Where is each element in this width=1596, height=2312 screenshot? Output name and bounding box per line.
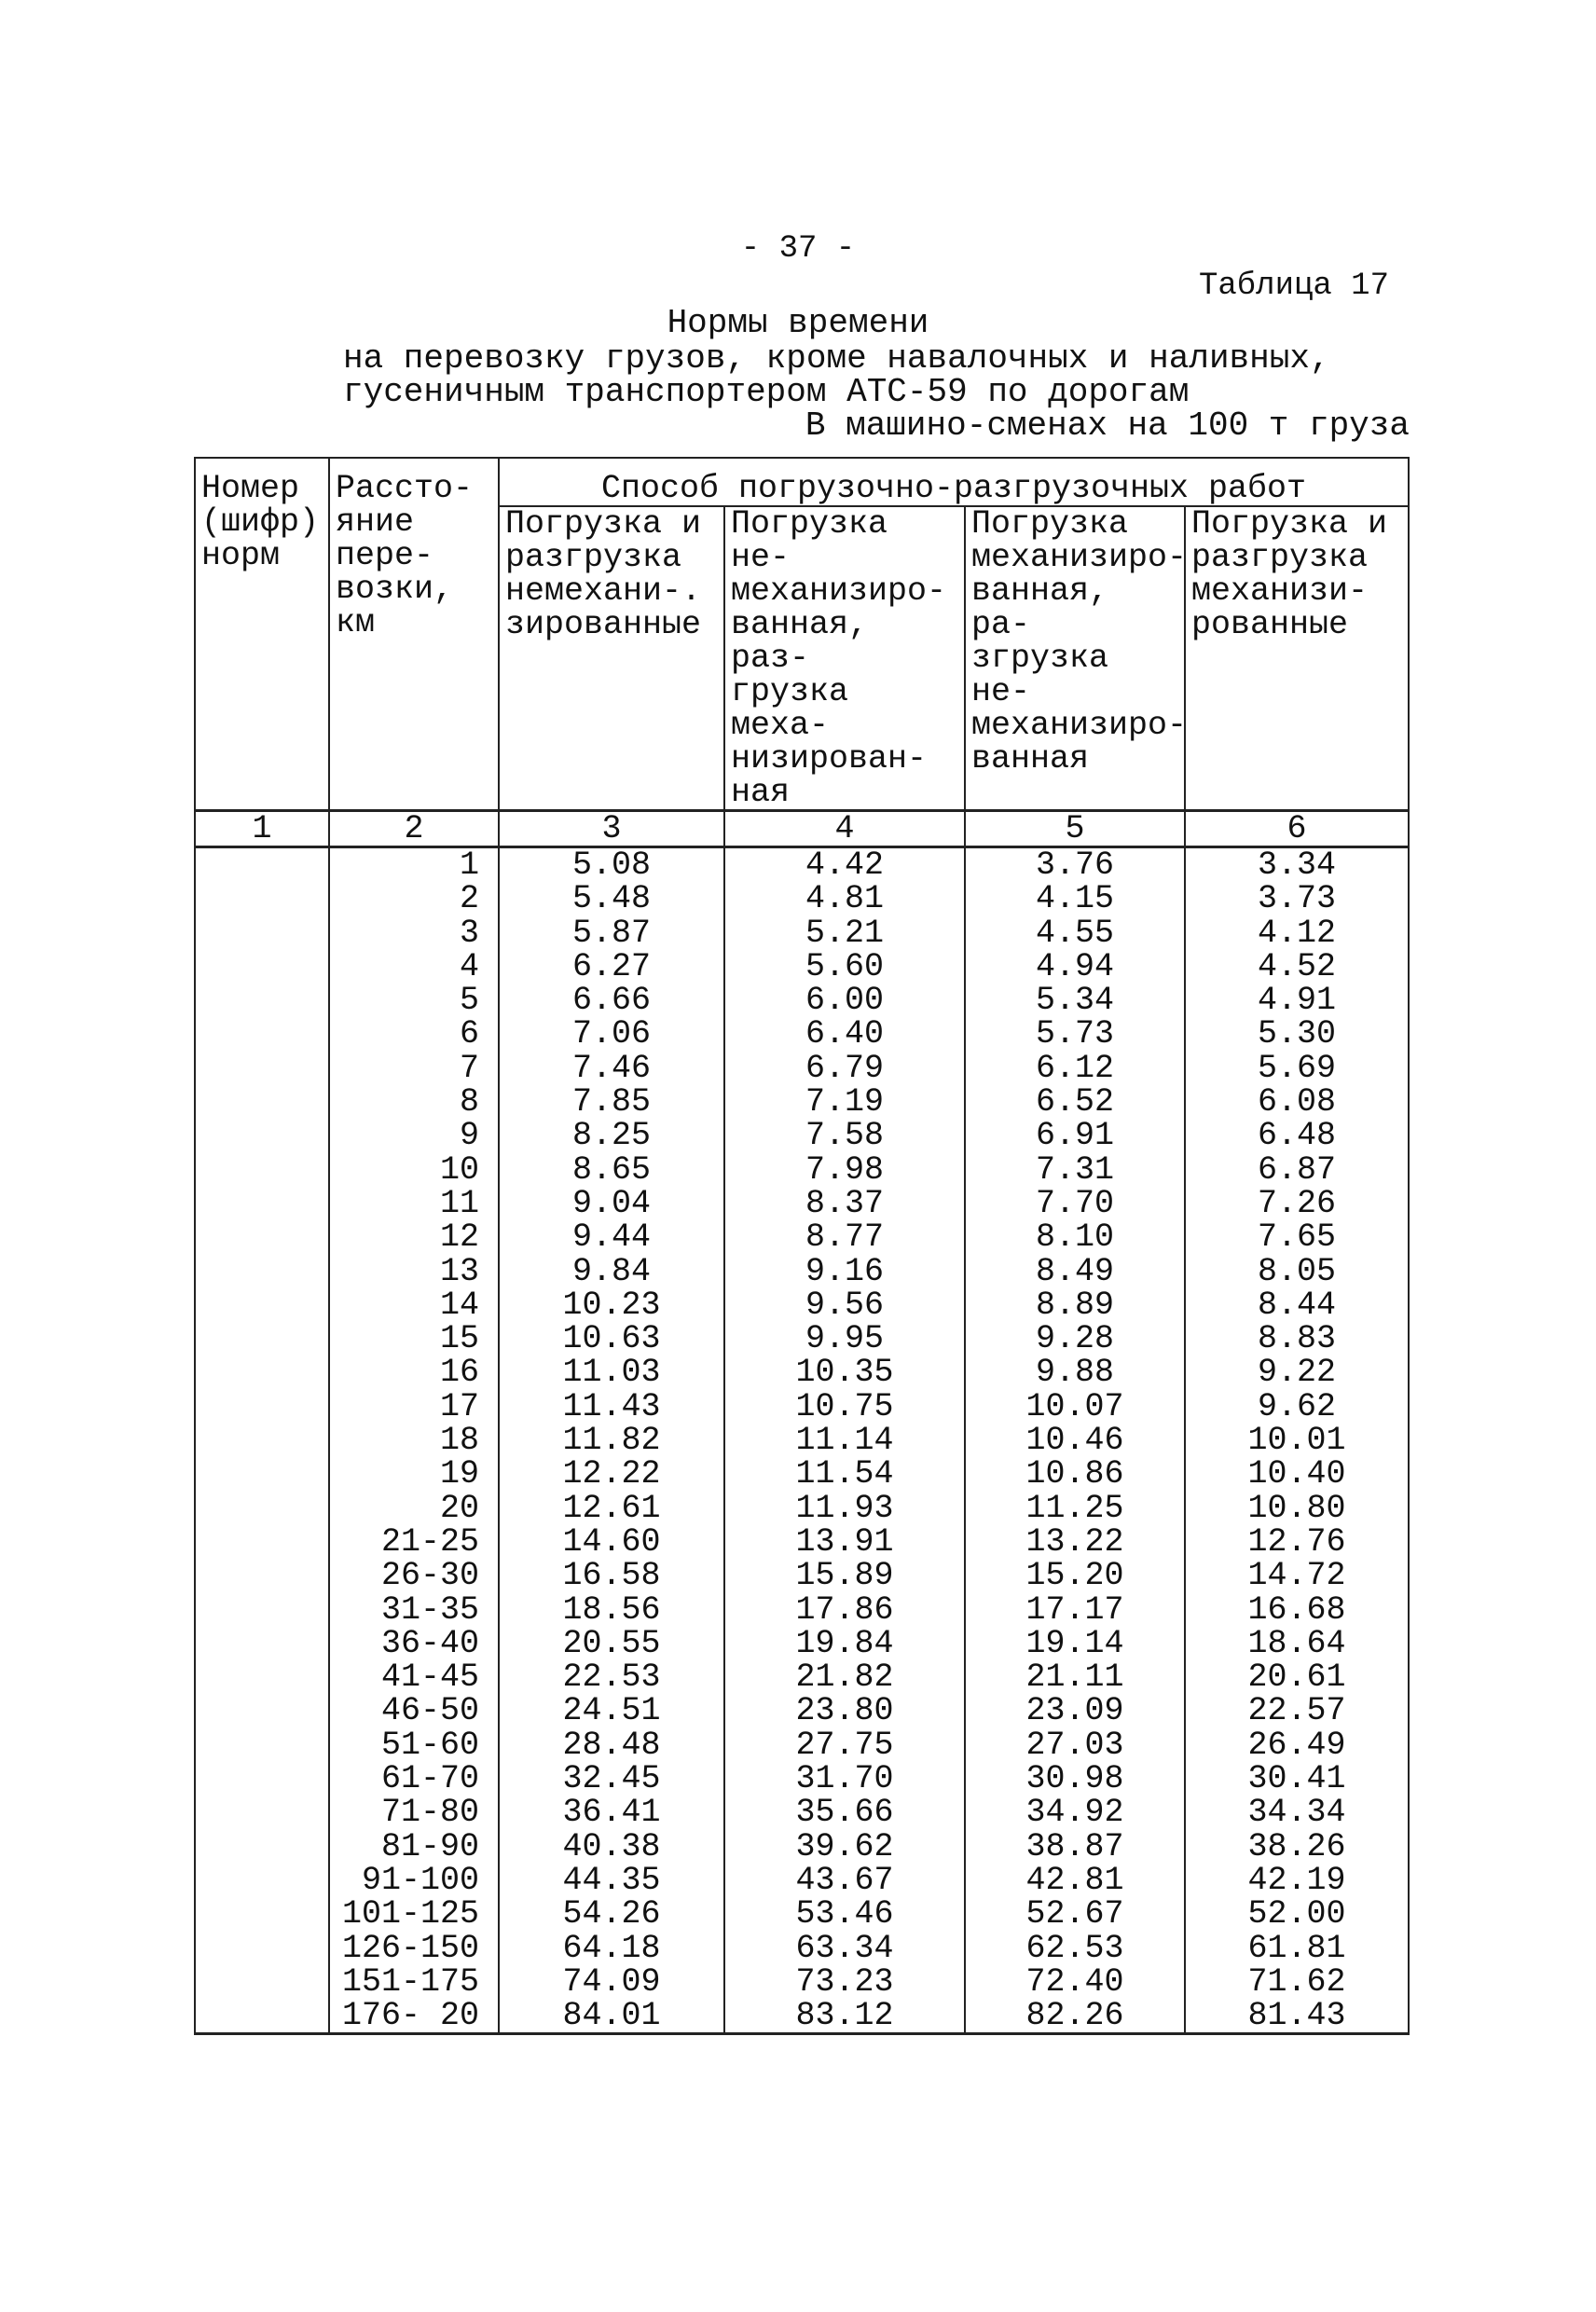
time-norm-cell: 4.55 [965, 916, 1185, 950]
time-norm-cell: 17.86 [724, 1593, 965, 1627]
table-row [195, 1153, 1409, 1187]
header-line: Номер [201, 470, 300, 507]
time-norm-cell: 21.82 [724, 1660, 965, 1694]
time-norm-cell: 6.91 [965, 1119, 1185, 1152]
time-norm-cell: 9.56 [724, 1288, 965, 1322]
table-row [195, 1187, 1409, 1220]
time-norm-cell: 11.82 [499, 1424, 724, 1457]
header-line: ванная, раз- [731, 606, 869, 677]
table-row [195, 1728, 1409, 1762]
time-norm-cell: 44.35 [499, 1864, 724, 1897]
table-row [195, 916, 1409, 950]
time-norm-cell: 34.34 [1185, 1796, 1409, 1829]
time-norm-cell: 20.55 [499, 1627, 724, 1660]
table-row [195, 1356, 1409, 1389]
time-norm-cell: 6.87 [1185, 1153, 1409, 1187]
time-norm-cell: 73.23 [724, 1965, 965, 1999]
time-norm-cell: 61.81 [1185, 1932, 1409, 1965]
table-row [195, 1322, 1409, 1356]
time-norm-cell: 6.00 [724, 984, 965, 1017]
time-norm-cell: 11.25 [965, 1492, 1185, 1525]
header-line: Погрузка [971, 505, 1129, 543]
header-line: немехани-. [505, 572, 702, 610]
time-norm-cell: 9.62 [1185, 1390, 1409, 1424]
time-norm-cell: 10.23 [499, 1288, 724, 1322]
table-row [195, 1694, 1409, 1727]
table-row [195, 1559, 1409, 1592]
header-line: ванная [971, 740, 1090, 778]
time-norm-cell: 52.67 [965, 1897, 1185, 1931]
table-row [195, 1255, 1409, 1288]
time-norm-cell: 19.14 [965, 1627, 1185, 1660]
header-line: згрузка не- [971, 640, 1109, 710]
time-norm-cell: 42.81 [965, 1864, 1185, 1897]
table-row [195, 1288, 1409, 1322]
time-norm-cell: 7.46 [499, 1052, 724, 1085]
time-norm-cell: 7.70 [965, 1187, 1185, 1220]
time-norm-cell: 7.26 [1185, 1187, 1409, 1220]
col-header-manual-load-mech-unload [724, 506, 965, 811]
distance-cell: 151-175 [329, 1965, 499, 1999]
header-line: грузка меха- [731, 673, 849, 744]
col-header-code [195, 458, 329, 811]
distance-cell: 20 [329, 1492, 499, 1525]
distance-cell: 31-35 [329, 1593, 499, 1627]
time-norm-cell: 10.07 [965, 1390, 1185, 1424]
time-norm-cell: 8.49 [965, 1255, 1185, 1288]
time-norm-cell: 7.06 [499, 1017, 724, 1051]
time-norm-cell: 8.25 [499, 1119, 724, 1152]
distance-cell: 15 [329, 1322, 499, 1356]
norm-code-cell [195, 847, 329, 2034]
time-norm-cell: 8.37 [724, 1187, 965, 1220]
table-row [195, 1999, 1409, 2034]
table-row [195, 1932, 1409, 1965]
distance-cell: 46-50 [329, 1694, 499, 1727]
time-norm-cell: 11.54 [724, 1457, 965, 1491]
header-line: низирован- [731, 740, 928, 778]
time-norm-cell: 16.68 [1185, 1593, 1409, 1627]
time-norm-cell: 82.26 [965, 1999, 1185, 2034]
header-line: ванная, ра- [971, 572, 1109, 643]
time-norm-cell: 6.48 [1185, 1119, 1409, 1152]
time-norm-cell: 21.11 [965, 1660, 1185, 1694]
time-norm-cell: 43.67 [724, 1864, 965, 1897]
header-line: механизи- [1191, 572, 1369, 610]
time-norm-cell: 10.80 [1185, 1492, 1409, 1525]
time-norm-cell: 15.89 [724, 1559, 965, 1592]
table-row [195, 1052, 1409, 1085]
table-label: Таблица 17 [1198, 268, 1389, 304]
time-norm-cell: 17.17 [965, 1593, 1185, 1627]
time-norm-cell: 23.09 [965, 1694, 1185, 1727]
time-norm-cell: 9.44 [499, 1220, 724, 1254]
time-norm-cell: 10.75 [724, 1390, 965, 1424]
time-norm-cell: 23.80 [724, 1694, 965, 1727]
time-norm-cell: 83.12 [724, 1999, 965, 2034]
header-line: пере- [336, 537, 434, 574]
time-norm-cell: 5.08 [499, 847, 724, 883]
time-norm-cell: 26.49 [1185, 1728, 1409, 1762]
time-norm-cell: 11.14 [724, 1424, 965, 1457]
distance-cell: 13 [329, 1255, 499, 1288]
time-norm-cell: 20.61 [1185, 1660, 1409, 1694]
time-norm-cell: 5.60 [724, 950, 965, 984]
table-row [195, 1457, 1409, 1491]
column-number: 1 [195, 811, 329, 847]
table-row [195, 1660, 1409, 1694]
time-norm-cell: 10.63 [499, 1322, 724, 1356]
time-norm-cell: 8.89 [965, 1288, 1185, 1322]
time-norm-cell: 8.44 [1185, 1288, 1409, 1322]
header-line: ная [731, 774, 791, 811]
time-norm-cell: 3.34 [1185, 847, 1409, 883]
time-norm-cell: 10.35 [724, 1356, 965, 1389]
table-title-line-2: на перевозку грузов, кроме навалочных и наливных, [343, 339, 1330, 378]
time-norm-cell: 5.30 [1185, 1017, 1409, 1051]
time-norm-cell: 38.87 [965, 1830, 1185, 1864]
header-line: Погрузка и [505, 505, 702, 543]
time-norm-cell: 7.58 [724, 1119, 965, 1152]
distance-cell: 12 [329, 1220, 499, 1254]
norms-table [194, 457, 1410, 2035]
table-row [195, 1830, 1409, 1864]
time-norm-cell: 8.65 [499, 1153, 724, 1187]
time-norm-cell: 16.58 [499, 1559, 724, 1592]
time-norm-cell: 7.98 [724, 1153, 965, 1187]
col-group-header-loading-method: Способ погрузочно-разгрузочных работ [499, 458, 1409, 506]
table-row [195, 1593, 1409, 1627]
time-norm-cell: 7.31 [965, 1153, 1185, 1187]
time-norm-cell: 18.56 [499, 1593, 724, 1627]
table-title-line-3: гусеничным транспортером АТС-59 по дорогам [343, 373, 1190, 411]
header-line: Погрузка и [1191, 505, 1388, 543]
time-norm-cell: 22.53 [499, 1660, 724, 1694]
time-norm-cell: 34.92 [965, 1796, 1185, 1829]
distance-cell: 91-100 [329, 1864, 499, 1897]
time-norm-cell: 9.04 [499, 1187, 724, 1220]
time-norm-cell: 3.73 [1185, 882, 1409, 915]
header-line: Погрузка не- [731, 505, 888, 576]
header-line: Рассто- [336, 470, 474, 507]
time-norm-cell: 4.42 [724, 847, 965, 883]
distance-cell: 61-70 [329, 1762, 499, 1796]
time-norm-cell: 4.94 [965, 950, 1185, 984]
distance-cell: 41-45 [329, 1660, 499, 1694]
time-norm-cell: 8.10 [965, 1220, 1185, 1254]
distance-cell: 176- 20 [329, 1999, 499, 2034]
header-line: разгрузка [1191, 539, 1369, 576]
time-norm-cell: 14.72 [1185, 1559, 1409, 1592]
time-norm-cell: 10.86 [965, 1457, 1185, 1491]
time-norm-cell: 42.19 [1185, 1864, 1409, 1897]
table-row [195, 1085, 1409, 1119]
time-norm-cell: 6.66 [499, 984, 724, 1017]
time-norm-cell: 10.46 [965, 1424, 1185, 1457]
header-line: возки, [336, 571, 454, 608]
time-norm-cell: 15.20 [965, 1559, 1185, 1592]
time-norm-cell: 6.79 [724, 1052, 965, 1085]
distance-cell: 16 [329, 1356, 499, 1389]
table-row [195, 1762, 1409, 1796]
distance-cell: 11 [329, 1187, 499, 1220]
time-norm-cell: 8.77 [724, 1220, 965, 1254]
time-norm-cell: 84.01 [499, 1999, 724, 2034]
time-norm-cell: 13.91 [724, 1525, 965, 1559]
col-header-distance [329, 458, 499, 811]
page-number: - 37 - [740, 231, 856, 267]
distance-cell: 126-150 [329, 1932, 499, 1965]
header-line: механизиро- [971, 707, 1188, 744]
time-norm-cell: 5.73 [965, 1017, 1185, 1051]
table-row [195, 1627, 1409, 1660]
time-norm-cell: 10.01 [1185, 1424, 1409, 1457]
distance-cell: 8 [329, 1085, 499, 1119]
table-row [195, 882, 1409, 915]
time-norm-cell: 5.87 [499, 916, 724, 950]
distance-cell: 3 [329, 916, 499, 950]
table-row [195, 1525, 1409, 1559]
time-norm-cell: 30.98 [965, 1762, 1185, 1796]
distance-cell: 51-60 [329, 1728, 499, 1762]
distance-cell: 17 [329, 1390, 499, 1424]
header-line: яние [336, 503, 415, 541]
column-number: 2 [329, 811, 499, 847]
table-row [195, 1492, 1409, 1525]
distance-cell: 14 [329, 1288, 499, 1322]
time-norm-cell: 27.75 [724, 1728, 965, 1762]
table-row [195, 1017, 1409, 1051]
col-header-non-mechanized [499, 506, 724, 811]
time-norm-cell: 6.12 [965, 1052, 1185, 1085]
table-row [195, 1390, 1409, 1424]
time-norm-cell: 11.43 [499, 1390, 724, 1424]
distance-cell: 4 [329, 950, 499, 984]
distance-cell: 19 [329, 1457, 499, 1491]
time-norm-cell: 9.28 [965, 1322, 1185, 1356]
time-norm-cell: 4.12 [1185, 916, 1409, 950]
table-row [195, 1119, 1409, 1152]
table-row [195, 1220, 1409, 1254]
units-note: В машино-сменах на 100 т груза [805, 406, 1410, 445]
table-title-line-1: Нормы времени [667, 304, 929, 342]
table-row [195, 950, 1409, 984]
time-norm-cell: 8.05 [1185, 1255, 1409, 1288]
time-norm-cell: 39.62 [724, 1830, 965, 1864]
table-row [195, 1864, 1409, 1897]
time-norm-cell: 5.34 [965, 984, 1185, 1017]
time-norm-cell: 5.21 [724, 916, 965, 950]
distance-cell: 18 [329, 1424, 499, 1457]
time-norm-cell: 53.46 [724, 1897, 965, 1931]
time-norm-cell: 72.40 [965, 1965, 1185, 1999]
time-norm-cell: 6.27 [499, 950, 724, 984]
distance-cell: 10 [329, 1153, 499, 1187]
time-norm-cell: 31.70 [724, 1762, 965, 1796]
column-number: 3 [499, 811, 724, 847]
time-norm-cell: 4.52 [1185, 950, 1409, 984]
time-norm-cell: 8.83 [1185, 1322, 1409, 1356]
time-norm-cell: 81.43 [1185, 1999, 1409, 2034]
header-line: км [336, 604, 376, 641]
time-norm-cell: 4.91 [1185, 984, 1409, 1017]
table-row [195, 1424, 1409, 1457]
time-norm-cell: 63.34 [724, 1932, 965, 1965]
time-norm-cell: 64.18 [499, 1932, 724, 1965]
distance-cell: 2 [329, 882, 499, 915]
time-norm-cell: 35.66 [724, 1796, 965, 1829]
header-line: (шифр) [201, 503, 320, 541]
time-norm-cell: 32.45 [499, 1762, 724, 1796]
time-norm-cell: 62.53 [965, 1932, 1185, 1965]
header-line: механизиро- [971, 539, 1188, 576]
table-body [195, 847, 1409, 2034]
norms-table-container [194, 457, 1408, 2035]
time-norm-cell: 7.19 [724, 1085, 965, 1119]
time-norm-cell: 4.15 [965, 882, 1185, 915]
time-norm-cell: 5.69 [1185, 1052, 1409, 1085]
table-row [195, 1965, 1409, 1999]
time-norm-cell: 9.16 [724, 1255, 965, 1288]
time-norm-cell: 11.03 [499, 1356, 724, 1389]
distance-cell: 71-80 [329, 1796, 499, 1829]
time-norm-cell: 12.61 [499, 1492, 724, 1525]
distance-cell: 6 [329, 1017, 499, 1051]
time-norm-cell: 9.88 [965, 1356, 1185, 1389]
time-norm-cell: 28.48 [499, 1728, 724, 1762]
time-norm-cell: 3.76 [965, 847, 1185, 883]
header-line: рованные [1191, 606, 1349, 643]
time-norm-cell: 4.81 [724, 882, 965, 915]
time-norm-cell: 5.48 [499, 882, 724, 915]
column-number: 5 [965, 811, 1185, 847]
time-norm-cell: 22.57 [1185, 1694, 1409, 1727]
time-norm-cell: 38.26 [1185, 1830, 1409, 1864]
distance-cell: 21-25 [329, 1525, 499, 1559]
time-norm-cell: 10.40 [1185, 1457, 1409, 1491]
time-norm-cell: 36.41 [499, 1796, 724, 1829]
time-norm-cell: 7.65 [1185, 1220, 1409, 1254]
distance-cell: 7 [329, 1052, 499, 1085]
time-norm-cell: 52.00 [1185, 1897, 1409, 1931]
time-norm-cell: 6.40 [724, 1017, 965, 1051]
table-row [195, 1897, 1409, 1931]
time-norm-cell: 18.64 [1185, 1627, 1409, 1660]
time-norm-cell: 30.41 [1185, 1762, 1409, 1796]
table-row [195, 984, 1409, 1017]
distance-cell: 9 [329, 1119, 499, 1152]
table-row [195, 1796, 1409, 1829]
time-norm-cell: 9.95 [724, 1322, 965, 1356]
time-norm-cell: 54.26 [499, 1897, 724, 1931]
time-norm-cell: 11.93 [724, 1492, 965, 1525]
distance-cell: 101-125 [329, 1897, 499, 1931]
time-norm-cell: 12.22 [499, 1457, 724, 1491]
time-norm-cell: 6.08 [1185, 1085, 1409, 1119]
time-norm-cell: 13.22 [965, 1525, 1185, 1559]
col-header-mechanized [1185, 506, 1409, 811]
time-norm-cell: 12.76 [1185, 1525, 1409, 1559]
time-norm-cell: 7.85 [499, 1085, 724, 1119]
time-norm-cell: 40.38 [499, 1830, 724, 1864]
time-norm-cell: 71.62 [1185, 1965, 1409, 1999]
time-norm-cell: 6.52 [965, 1085, 1185, 1119]
header-line: механизиро- [731, 572, 947, 610]
distance-cell: 36-40 [329, 1627, 499, 1660]
time-norm-cell: 9.22 [1185, 1356, 1409, 1389]
header-line: зированные [505, 606, 702, 643]
time-norm-cell: 27.03 [965, 1728, 1185, 1762]
distance-cell: 26-30 [329, 1559, 499, 1592]
column-number: 4 [724, 811, 965, 847]
time-norm-cell: 14.60 [499, 1525, 724, 1559]
time-norm-cell: 9.84 [499, 1255, 724, 1288]
header-line: разгрузка [505, 539, 682, 576]
distance-cell: 81-90 [329, 1830, 499, 1864]
time-norm-cell: 74.09 [499, 1965, 724, 1999]
distance-cell: 5 [329, 984, 499, 1017]
time-norm-cell: 19.84 [724, 1627, 965, 1660]
col-header-mech-load-manual-unload [965, 505, 1188, 811]
header-line: норм [201, 537, 281, 574]
distance-cell: 1 [329, 847, 499, 883]
time-norm-cell: 24.51 [499, 1694, 724, 1727]
column-number: 6 [1185, 811, 1409, 847]
table-row [195, 847, 1409, 883]
